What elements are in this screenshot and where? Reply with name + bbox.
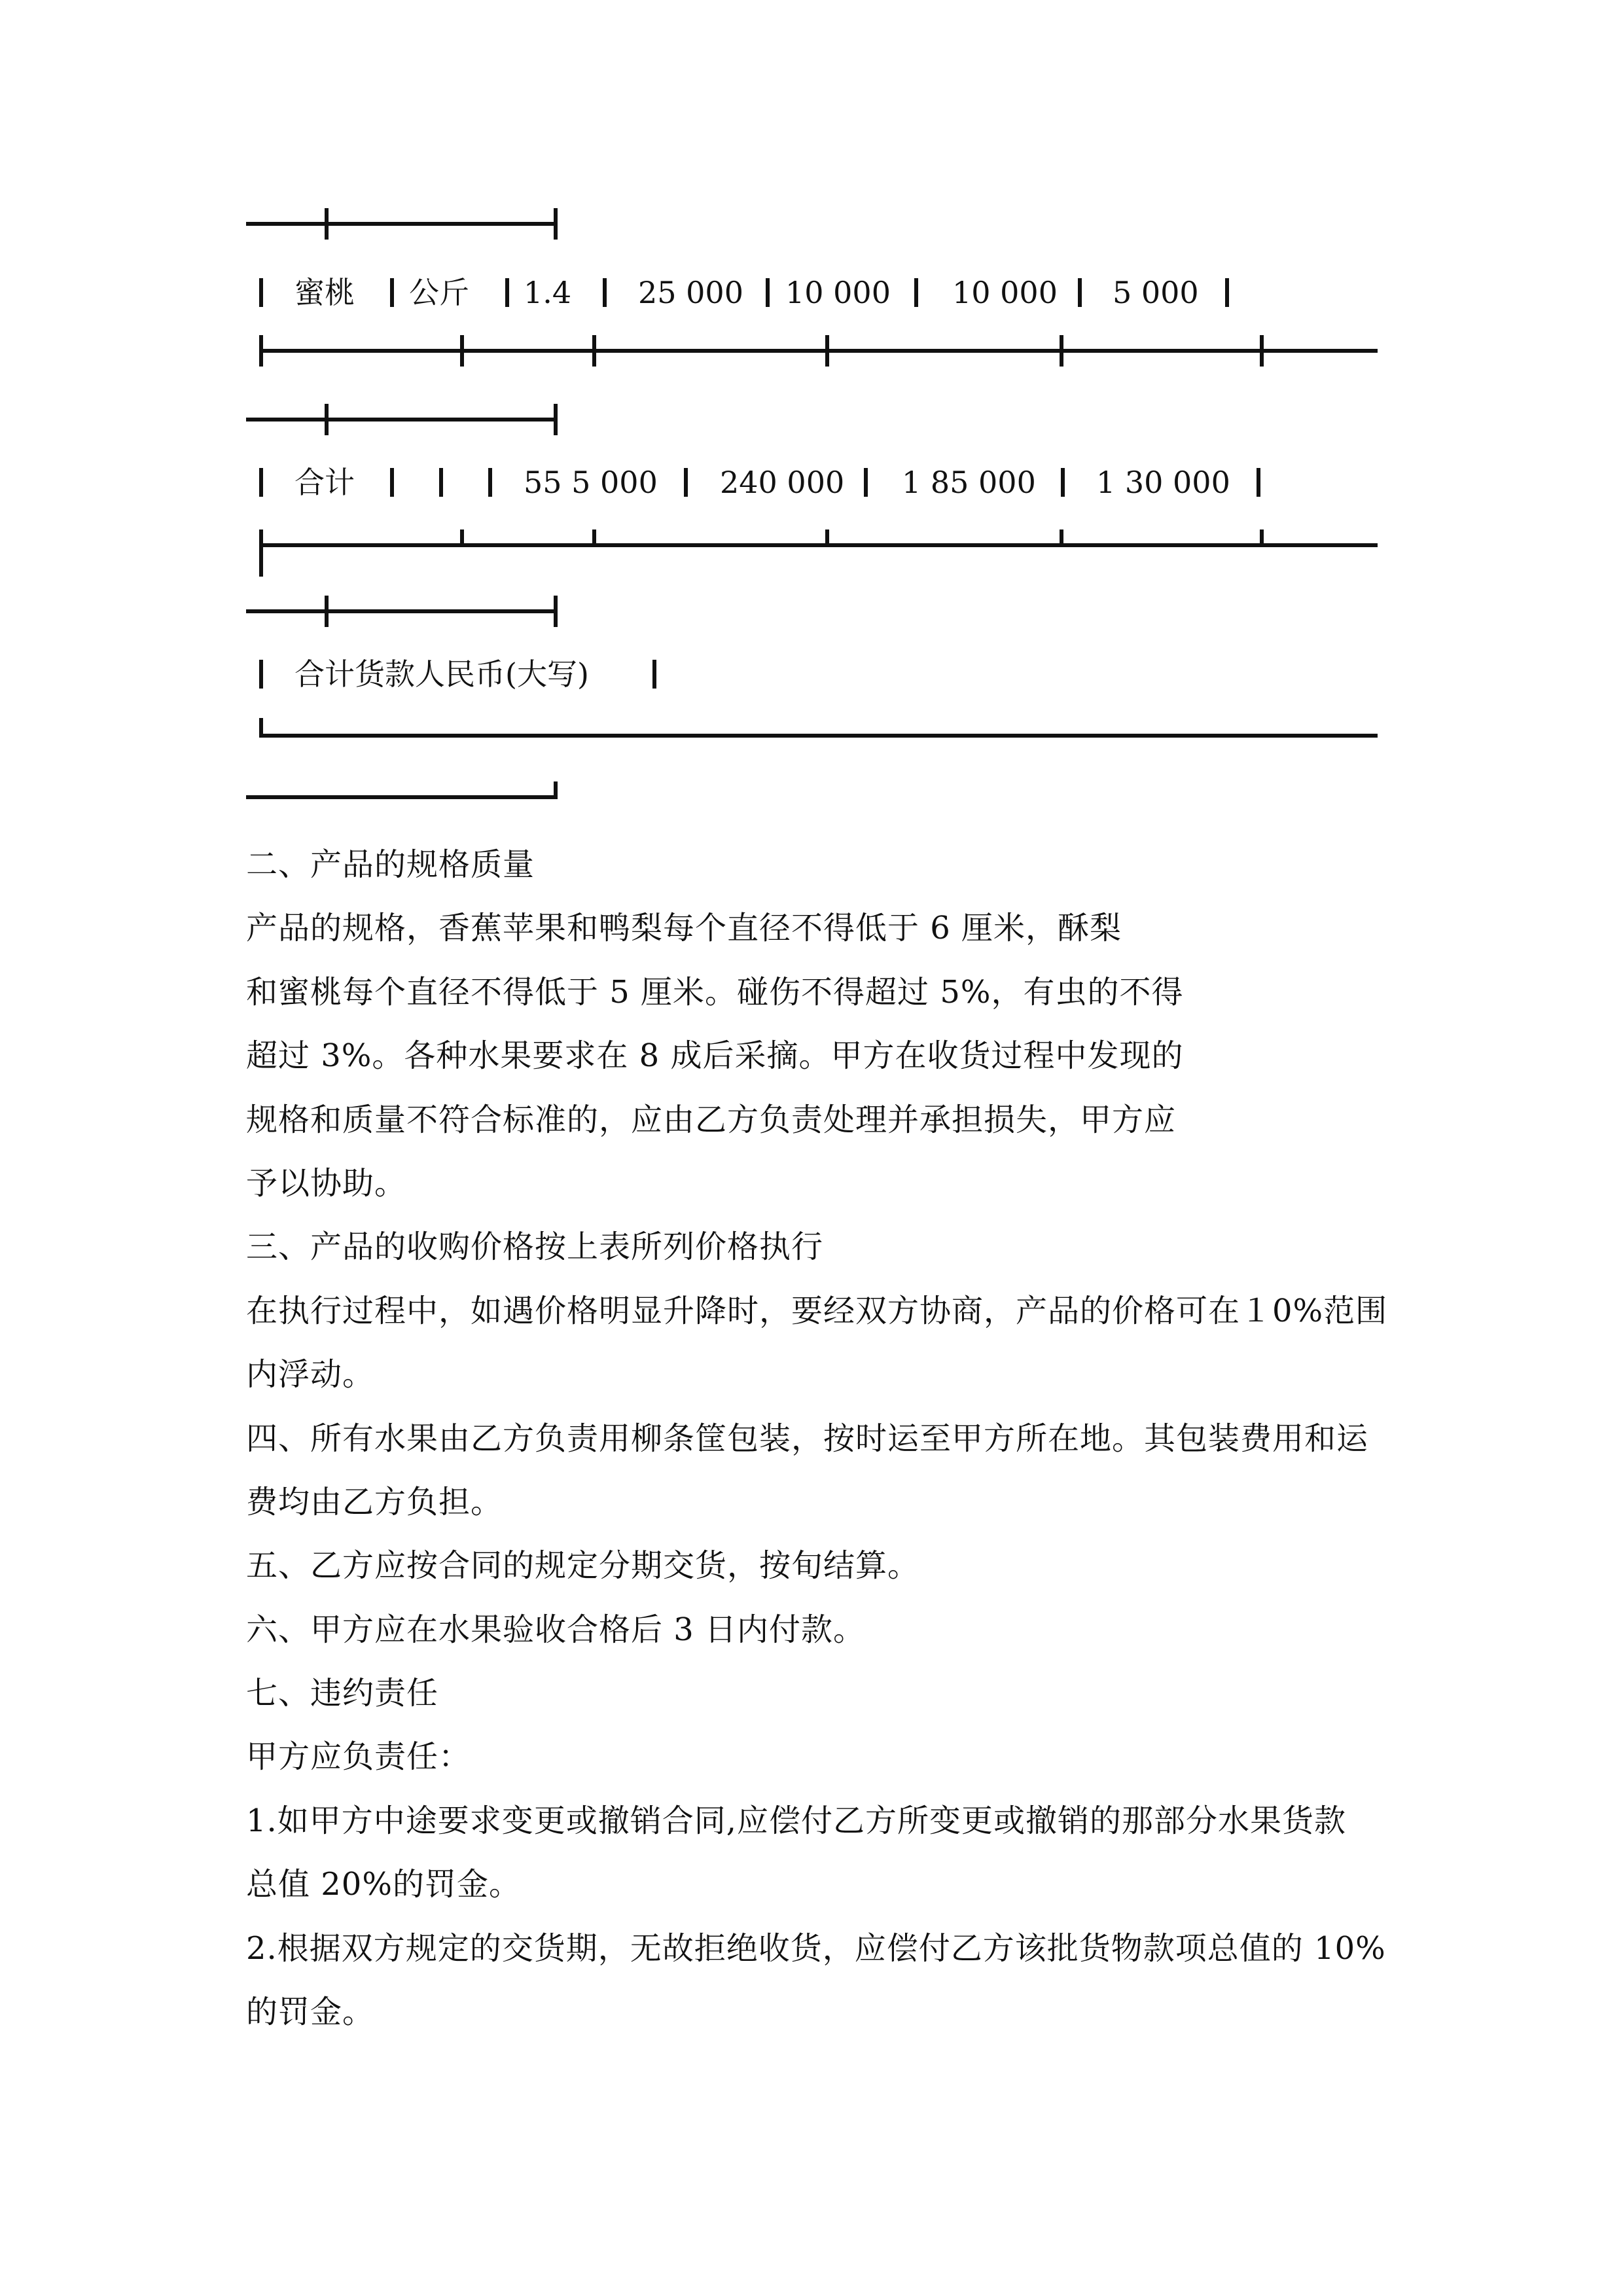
cell-divider: [505, 278, 509, 307]
contract-body: [246, 833, 1398, 2044]
cell-divider: [1078, 278, 1082, 307]
body-line: 超过 3%。各种水果要求在 8 成后采摘。甲方在收货过程中发现的: [246, 1037, 1184, 1075]
section-heading: 二、产品的规格质量: [246, 846, 535, 883]
cell-divider: [1257, 468, 1260, 497]
table-border-tick: [325, 208, 329, 240]
table-border-tick: [1260, 335, 1264, 367]
body-line: 在执行过程中，如遇价格明显升降时，要经双方协商，产品的价格可在１0%范围: [246, 1292, 1388, 1329]
table-cell: 55 5 000: [524, 465, 658, 500]
table-border-tick: [825, 335, 829, 367]
cell-divider: [766, 278, 770, 307]
cell-divider: [259, 278, 263, 307]
table-border-tick: [592, 335, 596, 367]
body-line: 和蜜桃每个直径不得低于 5 厘米。碰伤不得超过 5%，有虫的不得: [246, 973, 1184, 1011]
table-border-tick: [1060, 529, 1063, 547]
cell-divider: [1061, 468, 1065, 497]
cell-divider: [864, 468, 868, 497]
table-border-tick: [259, 335, 263, 367]
table-border-tick: [554, 208, 558, 240]
table-border-tick: [1060, 335, 1063, 367]
table-cell: 25 000: [638, 275, 743, 310]
body-line: 予以协助。: [246, 1164, 407, 1202]
table-border-tick: [825, 529, 829, 547]
table-border: [261, 734, 1378, 738]
table-border-tick: [259, 529, 263, 577]
table-cell: 1.4: [524, 275, 572, 310]
table-border-tick: [460, 335, 464, 367]
cell-divider: [684, 468, 688, 497]
table-border-tick: [1260, 529, 1264, 547]
table-cell: 1 30 000: [1096, 465, 1230, 500]
table-cell: 合计: [294, 465, 355, 500]
section-heading: 七、违约责任: [246, 1675, 439, 1712]
table-cell: 公斤: [409, 275, 469, 310]
section-heading: 四、所有水果由乙方负责用柳条筐包装，按时运至甲方所在地。其包装费用和运: [246, 1420, 1369, 1457]
table-cell: 蜜桃: [294, 275, 355, 310]
table-border: [261, 349, 1378, 353]
section-heading: 六、甲方应在水果验收合格后 3 日内付款。: [246, 1611, 866, 1648]
cell-divider: [914, 278, 918, 307]
cell-divider: [259, 468, 263, 497]
cell-divider: [390, 468, 394, 497]
cell-divider: [652, 660, 656, 689]
cell-divider: [1225, 278, 1229, 307]
body-line: 的罚金。: [246, 1994, 375, 2031]
table-border-tick: [554, 596, 558, 627]
table-cell: 1 85 000: [902, 465, 1036, 500]
table-border-tick: [592, 529, 596, 547]
body-line: 甲方应负责任：: [246, 1738, 471, 1776]
cell-divider: [488, 468, 492, 497]
table-border-tick: [325, 404, 329, 435]
table-border: [261, 543, 1378, 547]
table-border: [246, 418, 558, 422]
section-heading: 五、乙方应按合同的规定分期交货，按旬结算。: [246, 1547, 920, 1585]
table-cell: 10 000: [952, 275, 1058, 310]
table-cell: 240 000: [720, 465, 845, 500]
table-border-tick: [259, 718, 263, 738]
table-cell: 合计货款人民币(大写): [294, 656, 589, 692]
table-cell: 5 000: [1113, 275, 1199, 310]
table-border: [246, 609, 558, 613]
table-border-tick: [554, 404, 558, 435]
body-line: 产品的规格，香蕉苹果和鸭梨每个直径不得低于 6 厘米，酥梨: [246, 910, 1122, 947]
cell-divider: [439, 468, 443, 497]
table-border: [246, 795, 558, 799]
cell-divider: [390, 278, 394, 307]
table-border-tick: [460, 529, 464, 547]
body-line: 费均由乙方负担。: [246, 1483, 503, 1520]
table-border: [246, 222, 558, 226]
body-line: 规格和质量不符合标准的，应由乙方负责处理并承担损失，甲方应: [246, 1101, 1177, 1138]
section-heading: 三、产品的收购价格按上表所列价格执行: [246, 1229, 824, 1266]
table-border-tick: [325, 596, 329, 627]
table-cell: 10 000: [785, 275, 891, 310]
body-line: 2.根据双方规定的交货期，无故拒绝收货，应偿付乙方该批货物款项总值的 10%: [246, 1929, 1386, 1967]
cell-divider: [259, 660, 263, 689]
table-border-tick: [554, 781, 558, 799]
body-line: 1.如甲方中途要求变更或撤销合同,应偿付乙方所变更或撤销的那部分水果货款: [246, 1802, 1347, 1839]
body-line: 总值 20%的罚金。: [246, 1866, 521, 1903]
cell-divider: [603, 278, 607, 307]
body-line: 内浮动。: [246, 1356, 375, 1393]
